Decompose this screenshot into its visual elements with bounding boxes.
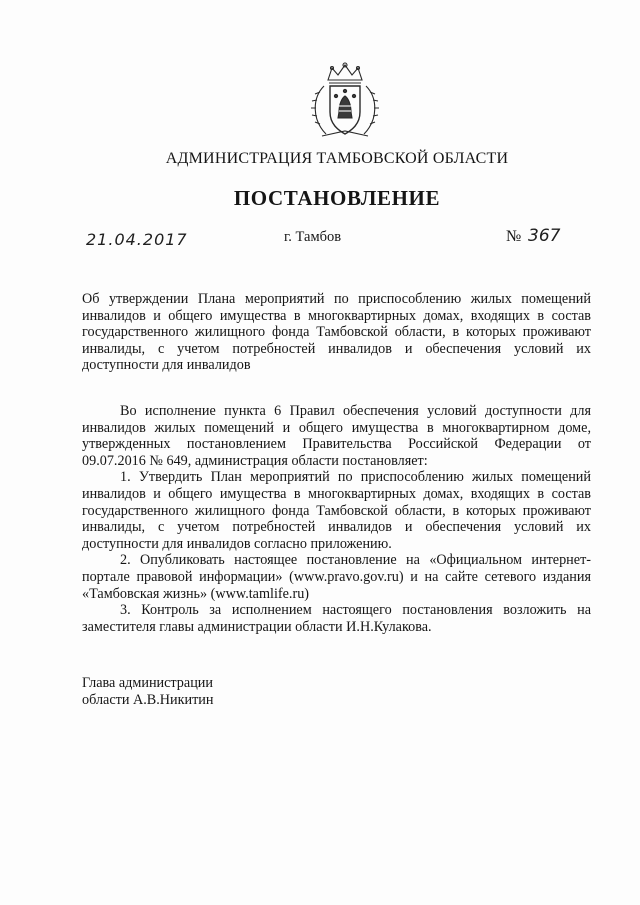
document-subject	[82, 291, 591, 374]
preamble-text: Во исполнение пункта 6 Правил обеспечения условий доступности для инвалидов жилых помещений и общего имущества в многоквартирном доме, утвержденных постановлением Правительства Российской Федерации от 09.07.2016 № 649, администрация области постановляет:	[82, 403, 591, 469]
coat-of-arms-icon	[304, 60, 386, 142]
document-number-sign: №	[506, 228, 522, 245]
resolution-item-3: 3. Контроль за исполнением настоящего постановления возложить на заместителя главы администрации области И.Н.Кулакова.	[82, 602, 591, 635]
document-number: 367	[528, 226, 561, 246]
resolution-item-2: 2. Опубликовать настоящее постановление на «Официальном интернет-портале правовой информации» (www.pravo.gov.ru) и на сайте сетевого издания «Тамбовская жизнь» (www.tamlife.ru)	[82, 552, 591, 602]
document-type-title: ПОСТАНОВЛЕНИЕ	[233, 186, 441, 210]
document-city: г. Тамбов	[284, 229, 342, 245]
document-date: 21.04.2017	[86, 230, 188, 249]
organization-name: АДМИНИСТРАЦИЯ ТАМБОВСКОЙ ОБЛАСТИ	[165, 150, 509, 167]
signatory-name: области А.В.Никитин	[82, 692, 214, 708]
subject-text: Об утверждении Плана мероприятий по приспособлению жилых помещений инвалидов и общего имущества в многоквартирных домах, входящих в состав государственного жилищного фонда Тамбовской области, в которых проживают инвалиды, с учетом потребностей инвалидов и обеспечения условий их доступности для инвалидов	[82, 291, 591, 374]
document-body	[82, 403, 591, 635]
resolution-item-1: 1. Утвердить План мероприятий по приспособлению жилых помещений инвалидов и общего имущества в многоквартирных домах, входящих в состав государственного жилищного фонда Тамбовской области, в которых проживают инвалиды, с учетом потребностей инвалидов и обеспечения условий их доступности для инвалидов согласно приложению.	[82, 469, 591, 552]
signature-block	[82, 675, 213, 709]
signatory-title: Глава администрации	[82, 675, 213, 691]
